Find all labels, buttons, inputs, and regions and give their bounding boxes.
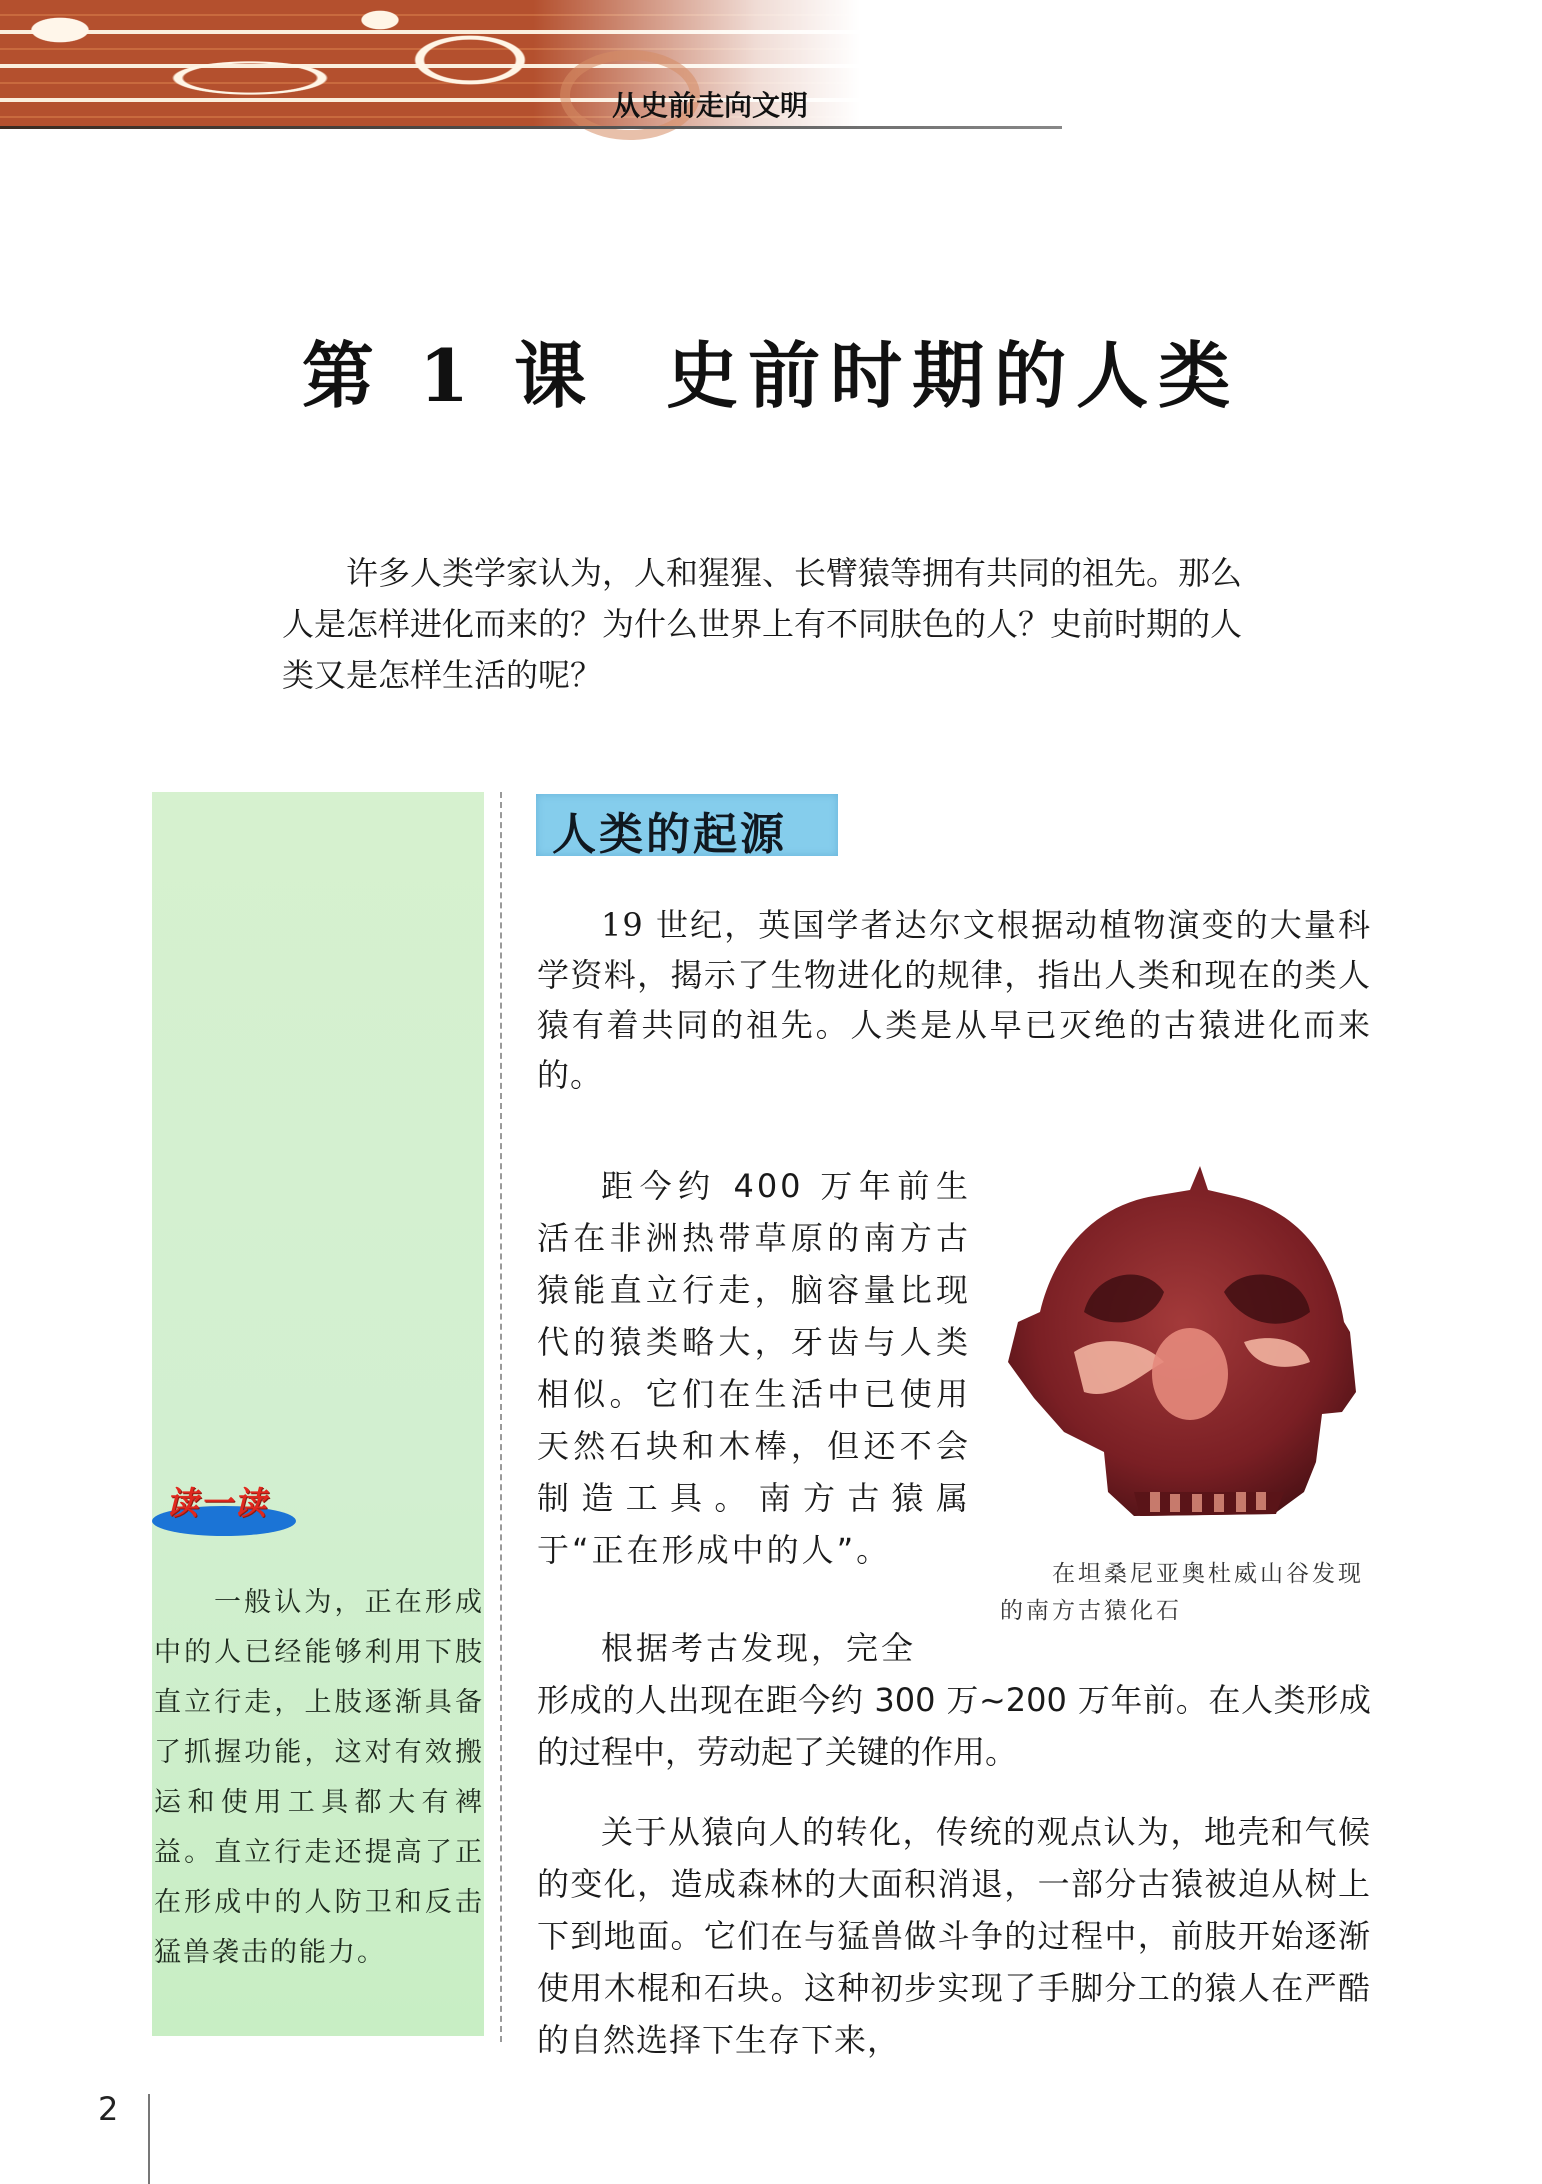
lesson-number: 第 1 课 bbox=[301, 333, 597, 418]
intro-paragraph: 许多人类学家认为，人和猩猩、长臂猿等拥有共同的祖先。那么人是怎样进化而来的？为什么世界上有不同肤色的人？史前时期的人类又是怎样生活的呢？ bbox=[282, 554, 1243, 694]
paragraph-darwin: 19 世纪，英国学者达尔文根据动植物演变的大量科学资料，揭示了生物进化的规律，指出人类和现在的类人猿有着共同的祖先。人类是从早已灭绝的古猿进化而来的。 bbox=[537, 906, 1371, 1094]
unit-title: 从史前走向文明 bbox=[612, 89, 809, 122]
badge-label: 读一读 bbox=[166, 1484, 269, 1522]
section-heading-label: 人类的起源 bbox=[552, 809, 787, 860]
lesson-title bbox=[0, 318, 1542, 422]
paragraph-transformation: 关于从猿向人的转化，传统的观点认为，地壳和气候的变化，造成森林的大面积消退，一部分古猿被迫从树上下到地面。它们在与猛兽做斗争的过程中，前肢开始逐渐使用木棍和石块。这种初步实现了手脚分工的猿人在严酷的自然选择下生存下来， bbox=[537, 1813, 1371, 2059]
skull-fossil-image bbox=[1004, 1162, 1364, 1532]
section-heading bbox=[536, 794, 838, 860]
paragraph-archaeology-start: 根据考古发现，完全 bbox=[601, 1629, 917, 1667]
read-badge bbox=[150, 1474, 300, 1538]
column-divider bbox=[500, 792, 502, 2042]
paragraph-australopithecus: 距今约 400 万年前生活在非洲热带草原的南方古猿能直立行走，脑容量比现代的猿类略大，牙齿与人类相似。它们在生活中已使用天然石块和木棒，但还不会制造工具。南方古猿属于“正在形成中的人”。 bbox=[537, 1167, 971, 1569]
page-rule bbox=[148, 2094, 150, 2184]
lesson-name: 史前时期的人类 bbox=[666, 333, 1241, 418]
figure-caption: 在坦桑尼亚奥杜威山谷发现的南方古猿化石 bbox=[1000, 1561, 1364, 1624]
page-number: 2 bbox=[98, 2090, 119, 2128]
skull-icon bbox=[1004, 1162, 1364, 1532]
paragraph-archaeology-cont: 形成的人出现在距今约 300 万~200 万年前。在人类形成的过程中，劳动起了关键的作用。 bbox=[537, 1681, 1371, 1771]
sidebar-text: 一般认为，正在形成中的人已经能够利用下肢直立行走，上肢逐渐具备了抓握功能，这对有效搬运和使用工具都大有裨益。直立行走还提高了正在形成中的人防卫和反击猛兽袭击的能力。 bbox=[154, 1587, 484, 1968]
header-rule bbox=[0, 126, 1062, 129]
